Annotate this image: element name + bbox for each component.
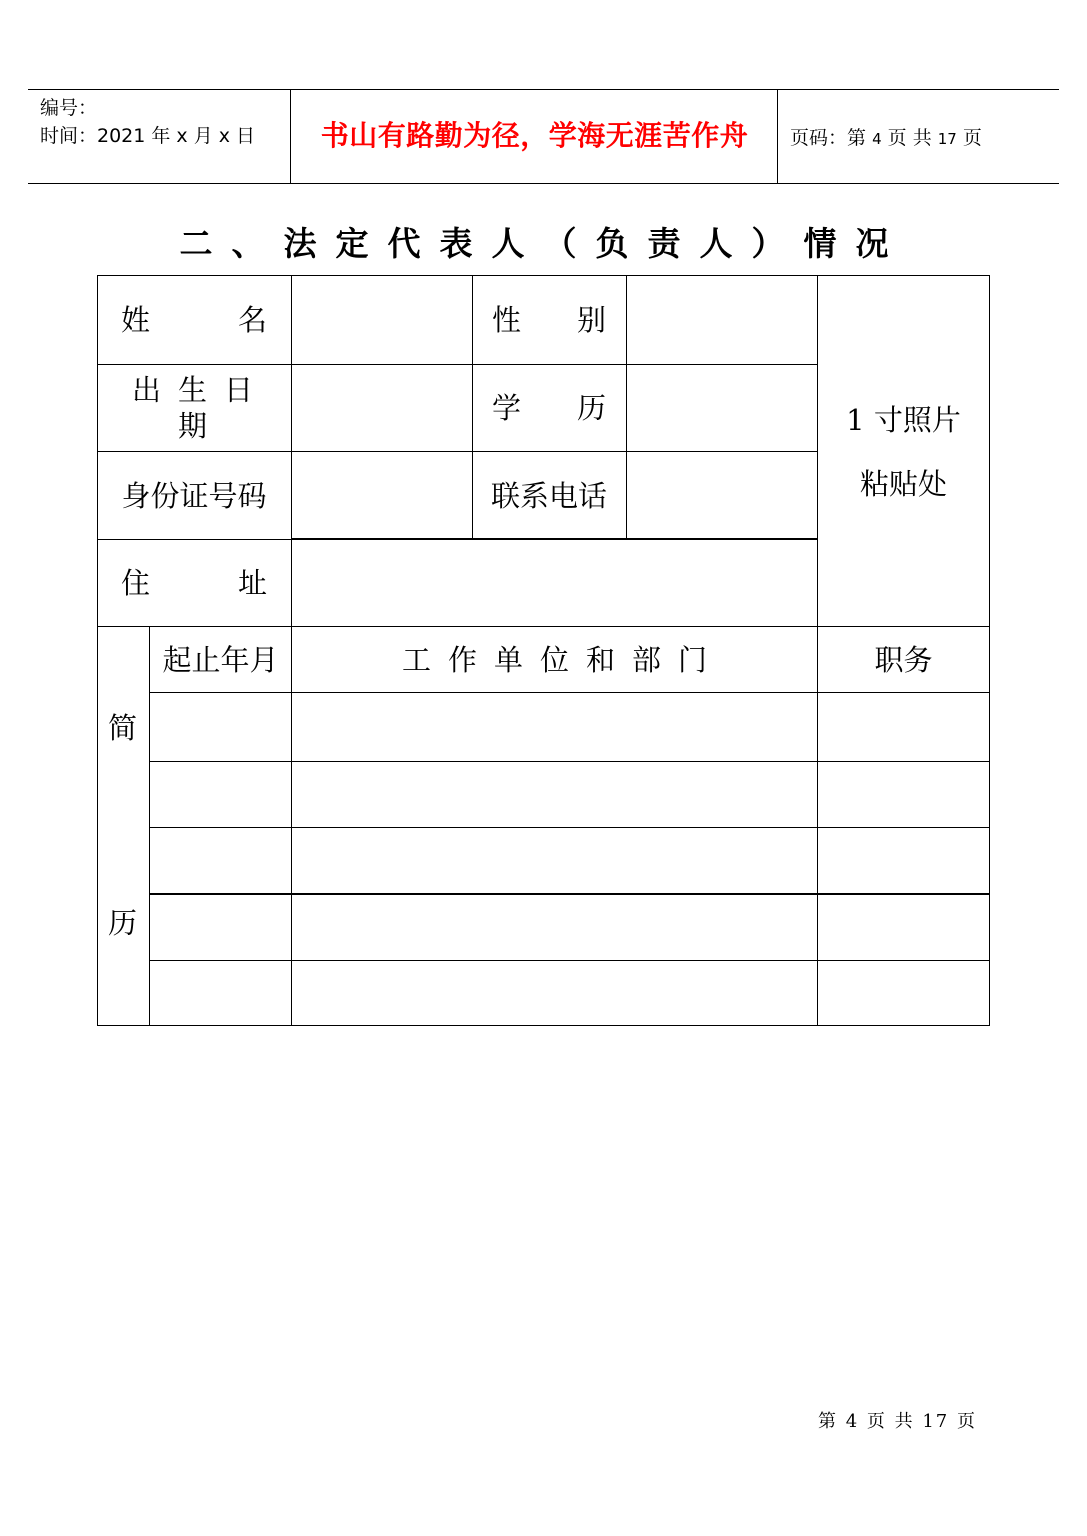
resume-unit-field[interactable] [292, 961, 817, 1025]
name-label: 姓 名 [121, 303, 267, 337]
header-page-number [790, 124, 982, 153]
resume-period-field[interactable] [150, 762, 291, 827]
date-label: 时间：2021 年 x 月 x 日 [40, 125, 256, 147]
page-total: 17 [937, 130, 957, 148]
photo-placeholder [818, 388, 989, 516]
resume-period-field[interactable] [150, 895, 291, 960]
phone-label: 联系电话 [490, 478, 607, 513]
resume-position-field[interactable] [818, 895, 989, 960]
birth-date-field[interactable] [292, 365, 472, 451]
gender-label: 性 别 [492, 303, 606, 337]
name-field[interactable] [292, 276, 472, 364]
resume-period-field[interactable] [150, 693, 291, 761]
resume-unit-field[interactable] [292, 693, 817, 761]
photo-paste-label: 粘贴处 [859, 467, 947, 501]
page-suffix: 页 [962, 127, 982, 149]
address-label: 住 址 [121, 566, 267, 600]
page-header [28, 89, 1059, 184]
header-meta [40, 94, 255, 150]
id-number-field[interactable] [292, 452, 472, 538]
phone-field[interactable] [627, 452, 817, 538]
resume-unit-field[interactable] [292, 828, 817, 893]
table-border [989, 275, 990, 1026]
page-footer: 第 4 页 共 17 页 [818, 1411, 977, 1432]
serial-number-label: 编号： [40, 97, 98, 119]
resume-label-bottom: 历 [108, 906, 138, 940]
resume-position-field[interactable] [818, 828, 989, 893]
page-prefix: 页码：第 [790, 127, 867, 149]
birth-date-label: 出生日期 [131, 373, 270, 443]
resume-position-field[interactable] [818, 961, 989, 1025]
resume-unit-field[interactable] [292, 762, 817, 827]
resume-period-field[interactable] [150, 828, 291, 893]
education-label: 学 历 [492, 391, 606, 425]
col-period-header: 起止年月 [162, 642, 279, 677]
photo-size-label: 1 寸照片 [846, 403, 961, 437]
section-title: 二、法定代表人（负责人）情况 [179, 224, 908, 263]
col-unit-header: 工作单位和部门 [401, 642, 724, 677]
id-number-label: 身份证号码 [121, 478, 267, 513]
page-current: 4 [872, 130, 882, 148]
table-border [97, 1025, 990, 1026]
col-position-header: 职务 [874, 642, 933, 677]
page-mid: 页 共 [887, 127, 932, 149]
resume-period-field[interactable] [150, 961, 291, 1025]
header-motto: 书山有路勤为径，学海无涯苦作舟 [320, 119, 749, 152]
resume-position-field[interactable] [818, 693, 989, 761]
address-field[interactable] [292, 540, 817, 626]
education-field[interactable] [627, 365, 817, 451]
resume-label-top: 简 [108, 711, 138, 745]
resume-unit-field[interactable] [292, 895, 817, 960]
resume-position-field[interactable] [818, 762, 989, 827]
gender-field[interactable] [627, 276, 817, 364]
